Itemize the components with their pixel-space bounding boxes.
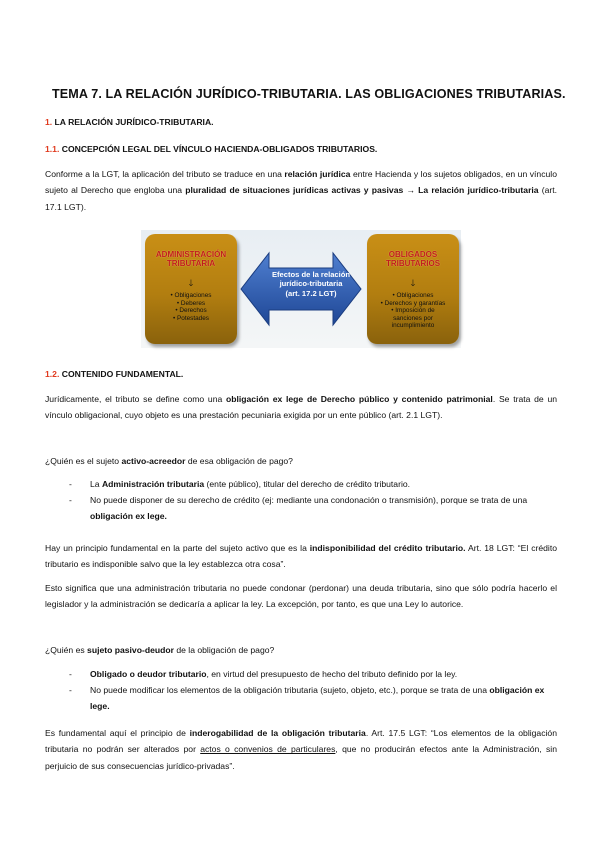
paragraph-relacion-juridica	[45, 166, 557, 215]
list-item: • Obligaciones	[170, 292, 212, 299]
paragraph-definicion-tributo	[45, 391, 557, 424]
bold-run: activo-acreedor	[121, 456, 186, 466]
title-line: OBLIGADOS	[388, 250, 438, 259]
title-line: ADMINISTRACIÓN	[155, 250, 227, 259]
label-line: (art. 17.2 LGT)	[285, 288, 337, 298]
administracion-items	[145, 292, 237, 322]
text-run: No puede modificar los elementos de la obligación tributaria (sujeto, objeto, etc.), porque se trata de una	[90, 685, 490, 695]
list-item: sanciones por	[393, 314, 433, 322]
bullet-obligado	[69, 666, 556, 682]
section-label: LA RELACIÓN JURÍDICO-TRIBUTARIA.	[52, 117, 214, 127]
text-run: Art. 18 LGT: “El crédito tributario es indisponible salvo que la ley establezca otra cosa”.	[45, 543, 557, 570]
bullet-no-modificar	[69, 682, 556, 715]
text-run: , en virtud del presupuesto de hecho del tributo definido por la ley.	[206, 669, 458, 679]
bold-run: sujeto pasivo-deudor	[87, 645, 174, 655]
list-item: • Obligaciones	[392, 292, 434, 299]
title-line: TRIBUTARIA	[166, 259, 216, 268]
bullet-no-disponer	[69, 492, 556, 525]
section-label: CONCEPCIÓN LEGAL DEL VÍNCULO HACIENDA-OBLIGADOS TRIBUTARIOS.	[59, 144, 378, 154]
page-title: TEMA 7. LA RELACIÓN JURÍDICO-TRIBUTARIA. LAS OBLIGACIONES TRIBUTARIAS.	[52, 87, 566, 101]
label-line: jurídico-tributaria	[279, 279, 343, 289]
arrow-run: →	[403, 185, 419, 196]
relationship-diagram	[141, 230, 461, 348]
text-run: Conforme a la LGT, la aplicación del tributo se traduce en una	[45, 169, 285, 179]
dash-bullet: -	[69, 669, 72, 679]
title-line: TRIBUTARIOS	[385, 259, 441, 268]
dash-bullet: -	[69, 495, 72, 505]
text-run: Jurídicamente, el tributo se define como una	[45, 394, 226, 404]
underlined-run: actos o convenios de particulares	[200, 744, 336, 755]
bullet-administracion	[69, 476, 556, 492]
bold-run: relación jurídica	[284, 169, 351, 179]
section-heading-1-1	[45, 144, 377, 154]
text-run: de esa obligación de pago?	[185, 456, 293, 466]
question-sujeto-pasivo	[45, 645, 274, 655]
bold-run: obligación ex lege.	[90, 685, 545, 712]
bold-run: inderogabilidad de la obligación tributaria	[189, 728, 366, 738]
list-item: • Derechos y garantías	[380, 299, 446, 307]
text-run: No puede disponer de su derecho de crédito (ej: mediante una condonación o transmisión), porque se trata de una	[90, 495, 528, 505]
text-run: Es fundamental aquí el principio de	[45, 728, 190, 738]
bold-run: pluralidad de situaciones jurídicas activas y pasivas	[185, 185, 404, 196]
text-run: de la obligación de pago?	[173, 645, 275, 655]
bold-run: obligación ex lege de Derecho público y contenido patrimonial	[226, 394, 493, 404]
list-item: incumplimiento	[391, 322, 435, 330]
bold-run: indisponibilidad del crédito tributario.	[309, 543, 466, 553]
section-number: 1.2.	[45, 369, 60, 379]
obligados-box	[367, 234, 459, 344]
section-number: 1.1.	[45, 144, 60, 154]
paragraph-inderogabilidad	[45, 725, 557, 774]
efectos-label	[261, 270, 361, 298]
text-run: ¿Quién es	[45, 645, 88, 655]
down-arrow-icon: 🡓	[410, 278, 416, 288]
administracion-title	[145, 250, 237, 268]
text-run: entre Hacienda y los sujetos obligados, en un vínculo sujeto al Derecho que engloba una	[45, 169, 557, 196]
section-label: CONTENIDO FUNDAMENTAL.	[59, 369, 184, 379]
dash-bullet: -	[69, 685, 72, 695]
list-item: • Derechos	[175, 307, 207, 315]
section-number: 1.	[45, 117, 53, 127]
text-run: . Se trata de un vínculo obligacional, cuyo objeto es una prestación pecuniaria exigida por un ente público (art. 2.1 LGT).	[45, 394, 558, 421]
paragraph-indisponibilidad	[45, 540, 557, 573]
text-run: . Art. 17.5 LGT: “Los elementos de la obligación tributaria no podrán ser alterados por	[45, 728, 557, 755]
dash-bullet: -	[69, 479, 72, 489]
down-arrow-icon: 🡓	[188, 278, 194, 288]
section-heading-1-2	[45, 369, 183, 379]
label-line: Efectos de la relación	[271, 270, 351, 279]
section-heading-1	[45, 117, 214, 127]
text-run: , que no producirán efectos ante la Administración, sin perjuicio de sus consecuencias jurídico-privadas”.	[45, 744, 557, 771]
list-item: • Potestades	[173, 314, 209, 322]
text-run: (ente público), titular del derecho de crédito tributario.	[204, 479, 411, 489]
bold-run: La relación jurídico-tributaria	[418, 185, 539, 196]
paragraph-condonacion: Esto significa que una administración tributaria no puede condonar (perdonar) una deuda tributaria, sino que sólo podría hacerlo el legislador y la administración se dedicaría a aplicar la ley. La excepción, por tanto, es que una Ley lo autorice.	[45, 583, 557, 610]
bold-run: Obligado o deudor tributario	[90, 669, 207, 679]
administracion-box	[145, 234, 237, 344]
question-sujeto-activo	[45, 456, 293, 466]
text-run: ¿Quién es el sujeto	[45, 456, 122, 466]
text-run: Hay un principio fundamental en la parte del sujeto activo que es la	[45, 543, 310, 553]
bold-run: obligación ex lege.	[90, 511, 167, 522]
text-run: La	[90, 479, 102, 489]
list-item: • Imposición de	[391, 307, 435, 315]
obligados-title	[367, 250, 459, 268]
obligados-items	[367, 292, 459, 330]
text-run: (art. 17.1 LGT).	[45, 185, 558, 212]
list-item: • Deberes	[176, 299, 206, 307]
bold-run: Administración tributaria	[101, 479, 205, 489]
